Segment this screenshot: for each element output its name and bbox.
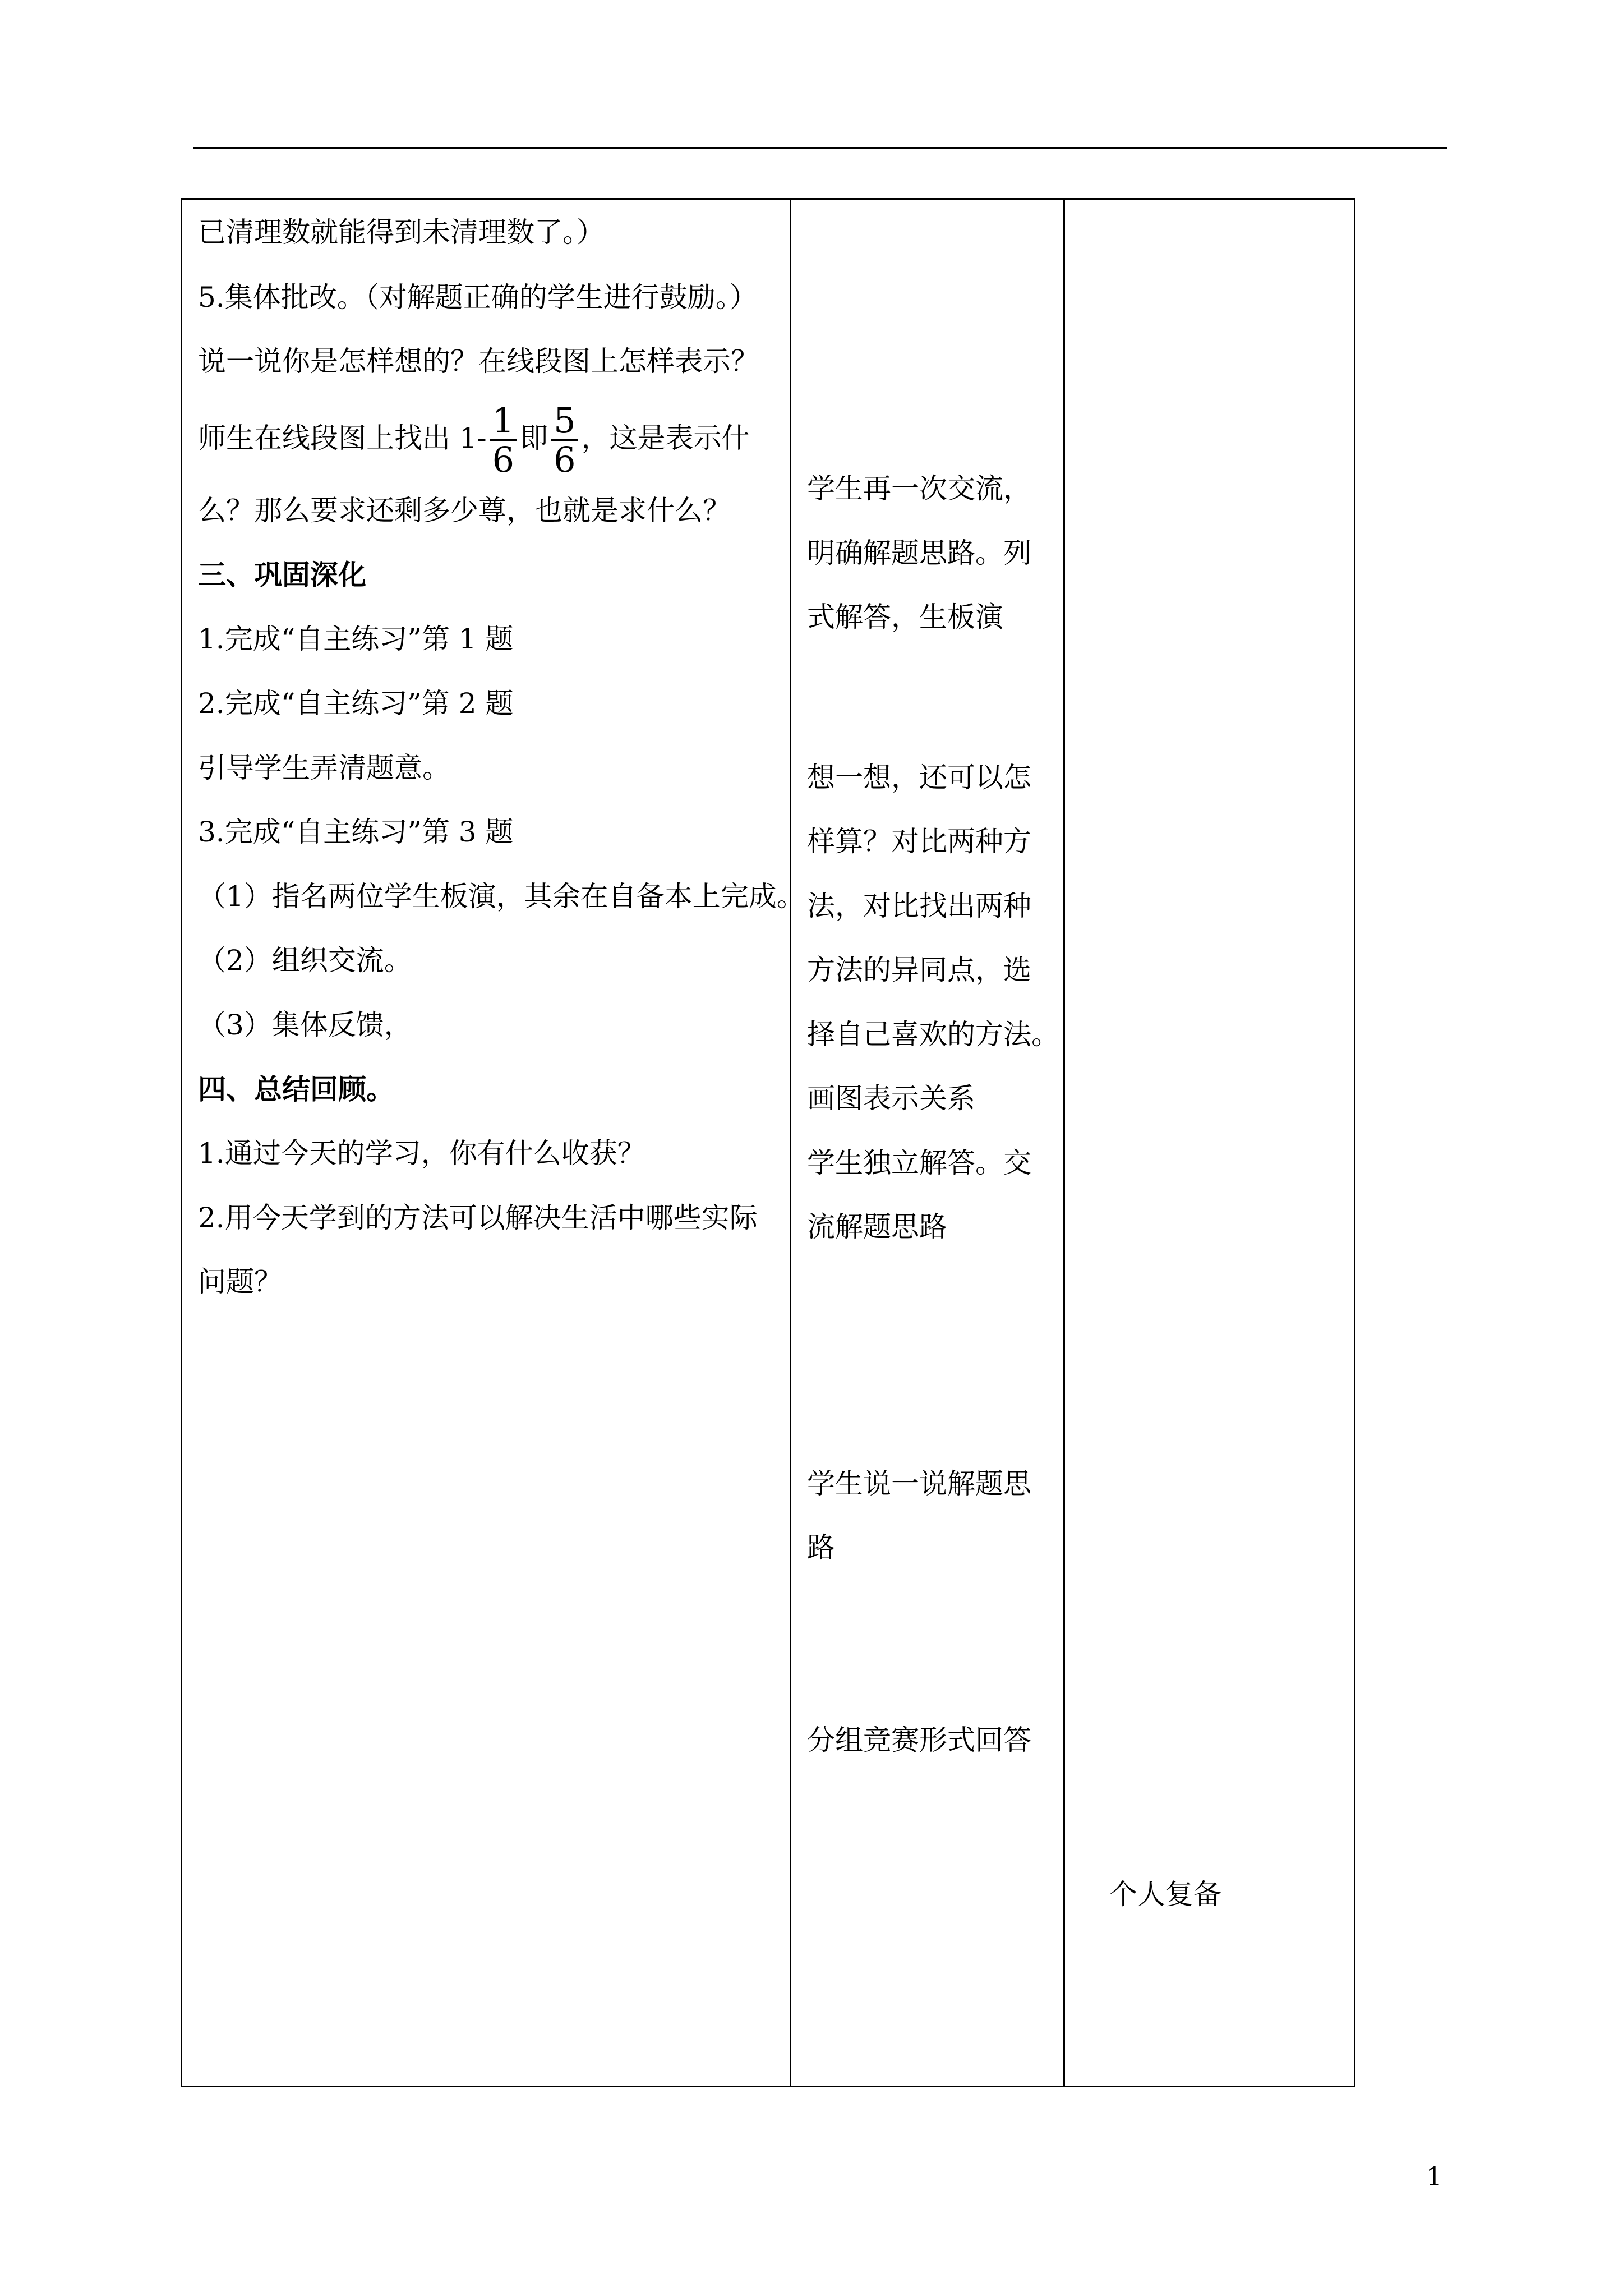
text-line: 明确解题思路。列 (807, 537, 1031, 569)
column-divider-2 (1063, 200, 1065, 2086)
text-line: 学生说一说解题思 (807, 1467, 1031, 1500)
page-number: 1 (1426, 2161, 1442, 2192)
fraction-numerator: 5 (551, 402, 578, 441)
text-line: 已清理数就能得到未清理数了。） (198, 216, 605, 249)
text-line: 1.完成“自主练习”第 1 题 (198, 623, 514, 655)
text-line: （1）指名两位学生板演，其余在自备本上完成。 (198, 880, 805, 913)
text-line: 择自己喜欢的方法。 (807, 1018, 1059, 1051)
text-line: 流解题思路 (807, 1211, 947, 1243)
text-line: （3）集体反馈， (198, 1009, 412, 1041)
text-segment: ，这是表示什 (581, 422, 750, 454)
fraction-denominator: 6 (492, 439, 515, 480)
text-line: 1.通过今天的学习，你有什么收获？ (198, 1137, 645, 1170)
text-line: 法，对比找出两种 (807, 890, 1031, 922)
text-line: 2.用今天学到的方法可以解决生活中哪些实际 (198, 1202, 758, 1234)
text-line: 路 (807, 1531, 835, 1564)
text-line: （2）组织交流。 (198, 944, 412, 977)
text-segment: 师生在线段图上找出 1- (198, 422, 487, 454)
header-rule (193, 147, 1447, 149)
text-line: 方法的异同点，选 (807, 954, 1031, 986)
fraction-denominator: 6 (554, 439, 576, 480)
lesson-plan-table (181, 198, 1355, 2087)
text-line: 么？那么要求还剩多少尊，也就是求什么？ (198, 494, 731, 527)
text-line: 想一想，还可以怎 (807, 761, 1031, 794)
fraction-numerator: 1 (490, 402, 517, 441)
section-heading: 三、巩固深化 (198, 558, 366, 591)
text-line: 学生再一次交流， (807, 472, 1031, 505)
text-line: 引导学生弄清题意。 (198, 752, 450, 784)
text-line: 画图表示关系 (807, 1082, 975, 1115)
text-line: 2.完成“自主练习”第 2 题 (198, 687, 514, 720)
text-segment: 即 (520, 422, 548, 454)
text-line: 个人复备 (1109, 1878, 1221, 1911)
text-line: 式解答，生板演 (807, 601, 1003, 633)
text-line: 5.集体批改。（对解题正确的学生进行鼓励。） (198, 281, 758, 314)
text-line: 说一说你是怎样想的？在线段图上怎样表示？ (198, 345, 759, 378)
text-line: 学生独立解答。交 (807, 1147, 1031, 1179)
fraction-five-sixths (551, 402, 578, 478)
text-line: 分组竞赛形式回答 (807, 1724, 1031, 1756)
section-heading: 四、总结回顾。 (198, 1073, 394, 1106)
fraction-one-sixth (490, 402, 517, 478)
text-line: 3.完成“自主练习”第 3 题 (198, 816, 514, 848)
text-line: 样算？对比两种方 (807, 825, 1031, 858)
text-line: 问题？ (198, 1266, 282, 1298)
fraction-line (198, 402, 750, 478)
column-divider-1 (790, 200, 791, 2086)
